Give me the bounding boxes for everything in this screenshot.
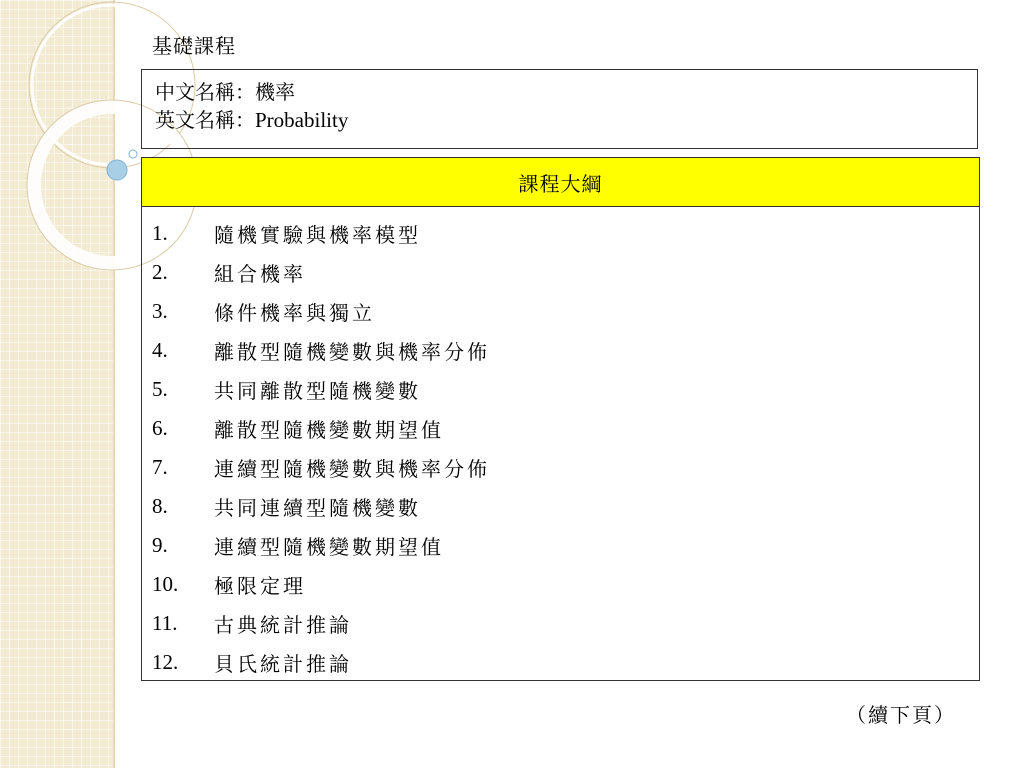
course-name-box	[141, 69, 978, 149]
chinese-name-label: 中文名稱：	[155, 80, 255, 104]
continue-note: （續下頁）	[846, 703, 956, 727]
english-name-line	[155, 106, 977, 134]
outline-item-text: 離散型隨機變數期望值	[214, 418, 444, 442]
small-ring-icon	[129, 150, 137, 158]
page-title: 基礎課程	[152, 34, 236, 58]
outline-item	[142, 214, 979, 253]
outline-item-number: 5.	[152, 377, 168, 401]
course-outline-table	[141, 157, 980, 681]
chinese-name-value: 機率	[255, 80, 295, 104]
outline-item	[142, 643, 979, 682]
blue-dot-icon	[107, 160, 127, 180]
outline-item	[142, 331, 979, 370]
outline-item	[142, 370, 979, 409]
chinese-name-line	[155, 78, 977, 106]
outline-item-text: 共同離散型隨機變數	[214, 379, 421, 403]
outline-item	[142, 253, 979, 292]
outline-item-text: 連續型隨機變數期望值	[214, 535, 444, 559]
outline-item-text: 貝氏統計推論	[214, 652, 352, 676]
outline-item-text: 組合機率	[214, 262, 306, 286]
outline-item-text: 離散型隨機變數與機率分佈	[214, 340, 490, 364]
outline-item	[142, 526, 979, 565]
outline-item-number: 9.	[152, 533, 168, 557]
outline-item	[142, 409, 979, 448]
outline-item-number: 3.	[152, 299, 168, 323]
outline-item-text: 共同連續型隨機變數	[214, 496, 421, 520]
outline-item-number: 2.	[152, 260, 168, 284]
outline-item	[142, 448, 979, 487]
outline-item-number: 7.	[152, 455, 168, 479]
outline-list	[142, 207, 979, 682]
outline-item-text: 極限定理	[214, 574, 306, 598]
english-name-label: 英文名稱：	[155, 108, 255, 132]
outline-item	[142, 292, 979, 331]
outline-item-number: 8.	[152, 494, 168, 518]
outline-item	[142, 604, 979, 643]
outline-header: 課程大綱	[142, 158, 979, 207]
outline-item-number: 11.	[152, 611, 178, 635]
outline-item-number: 1.	[152, 221, 168, 245]
outline-item	[142, 565, 979, 604]
outline-item-text: 條件機率與獨立	[214, 301, 375, 325]
outline-item-number: 4.	[152, 338, 168, 362]
outline-item-text: 古典統計推論	[214, 613, 352, 637]
english-name-value: Probability	[255, 108, 349, 132]
outline-item-number: 6.	[152, 416, 168, 440]
outline-item-text: 隨機實驗與機率模型	[214, 223, 421, 247]
outline-item-number: 10.	[152, 572, 179, 596]
outline-item	[142, 487, 979, 526]
outline-item-number: 12.	[152, 650, 179, 674]
outline-item-text: 連續型隨機變數與機率分佈	[214, 457, 490, 481]
